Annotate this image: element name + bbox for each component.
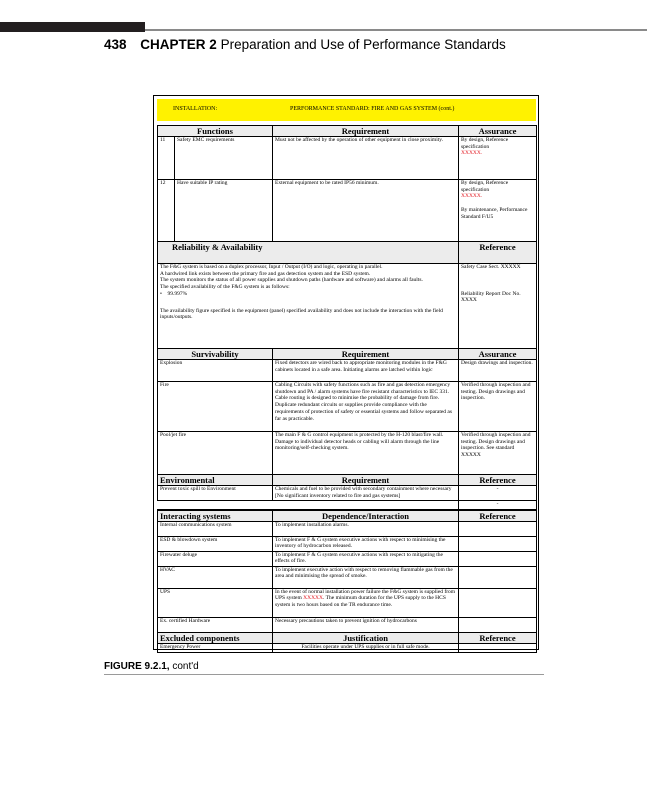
environmental-header: Environmental <box>158 475 273 486</box>
excluded-header-row <box>158 632 537 643</box>
figure-frame <box>153 95 539 650</box>
hazard-cell: Fire <box>158 382 273 432</box>
functions-header-row <box>158 126 537 137</box>
system-cell: UPS <box>158 588 273 617</box>
table-row <box>158 617 537 632</box>
reliability-header-row <box>158 242 537 264</box>
table-row <box>158 180 537 242</box>
reference-cell: - <box>459 501 537 510</box>
safety-case-ref: Safety Case Sect. XXXXX <box>461 264 521 270</box>
table-row <box>158 360 537 382</box>
interacting-header: Interacting systems <box>158 510 273 522</box>
reference-header: Reference <box>459 475 537 486</box>
banner-standard: PERFORMANCE STANDARD: FIRE AND GAS SYSTEM (cont.) <box>290 106 455 112</box>
reliability-reference <box>459 264 537 349</box>
chapter-title: Preparation and Use of Performance Standards <box>220 37 506 52</box>
reference-cell <box>459 566 537 588</box>
table-row <box>158 382 537 432</box>
requirement-header: Requirement <box>273 126 459 137</box>
assurance-header: Assurance <box>459 349 537 360</box>
reference-header: Reference <box>459 242 537 264</box>
reliability-header: Reliability & Availability <box>158 242 459 264</box>
spacer-row <box>158 501 537 510</box>
table-row <box>158 432 537 475</box>
row-number: 12 <box>158 180 175 242</box>
interaction-cell: To implement F & G system executive actions with respect to minimising the inventory of hydrocarbon released. <box>273 536 459 551</box>
requirement-cell: Chemicals and fuel to be provided with secondary containment where necessary [No significant inventory related to fire and gas systems] <box>273 486 459 501</box>
row-number: 11 <box>158 137 175 180</box>
survivability-header: Survivability <box>158 349 273 360</box>
running-header <box>104 37 506 52</box>
justification-cell: Facilities operate under UPS supplies or in full safe mode. <box>273 643 459 652</box>
function-cell: Safety EMC requirements <box>175 137 273 180</box>
requirement-cell: External equipment to be rated IP56 minimum. <box>273 180 459 242</box>
system-cell: Firewater deluge <box>158 551 273 566</box>
reference-cell <box>459 617 537 632</box>
requirement-header: Requirement <box>273 349 459 360</box>
availability-value: 99.997% <box>167 290 188 297</box>
banner <box>157 99 536 121</box>
system-cell: HVAC <box>158 566 273 588</box>
caption-label: FIGURE 9.2.1, <box>104 661 170 672</box>
assurance-code: XXXXX. <box>461 150 483 157</box>
reliability-report-ref: Reliability Report Doc No. XXXX <box>461 290 521 304</box>
reliability-text <box>158 264 459 349</box>
table-row <box>158 137 537 180</box>
dependence-header: Dependence/Interaction <box>273 510 459 522</box>
table-row <box>158 588 537 617</box>
assurance-cell: Design drawings and inspection. <box>459 360 537 382</box>
requirement-cell: Must not be affected by the operation of other equipment in close proximity. <box>273 137 459 180</box>
assurance-header: Assurance <box>459 126 537 137</box>
interaction-cell <box>273 588 459 617</box>
requirement-cell: Cabling Circuits with safety functions such as fire and gas detection emergency shutdown and PA / alarm systems have fire resistant characteristics to IEC 331. Cable routing is designed to minimise the probability of damage from fire. Duplicate redundant circuits or supplies provide compliance with the requirements of protection of safety or essential systems and follow separated as far as practicable. <box>273 382 459 432</box>
table-row <box>158 486 537 501</box>
interaction-cell: To implement installation alarms. <box>273 521 459 536</box>
reference-header: Reference <box>459 632 537 643</box>
banner-installation: INSTALLATION: <box>173 106 218 112</box>
hazard-cell: Explosion <box>158 360 273 382</box>
assurance-extra: By maintenance, Performance Standard F/U5 <box>461 206 528 220</box>
reference-cell: - <box>459 486 537 501</box>
caption-suffix: cont'd <box>172 661 199 672</box>
function-cell: Have suitable IP rating <box>175 180 273 242</box>
system-cell: ESD & blowdown system <box>158 536 273 551</box>
figure-caption <box>104 661 199 672</box>
assurance-cell <box>459 137 537 180</box>
assurance-text: By design, Reference specification <box>461 137 509 150</box>
ups-text: In the event of normal installation power failure the F&G system is supplied from UPS system <box>275 588 456 602</box>
system-cell: Internal communications system <box>158 521 273 536</box>
assurance-cell <box>459 180 537 242</box>
interaction-cell: To implement executive action with respect to removing flammable gas from the area and minimising the spread of smoke. <box>273 566 459 588</box>
reliability-line: The specified availability of the F&G system is as follows: <box>160 284 290 291</box>
reliability-note: The availability figure specified is the equipment (panel) specified availability and does not include the interaction with the field inputs/outputs. <box>160 307 443 321</box>
hazard-cell: Pool/jet fire <box>158 432 273 475</box>
requirement-cell: The main F & G control equipment is protected by the H-120 blast/fire wall. Damage to individual detector heads or cabling will alarm through the line monitoring/self-checking system. <box>273 432 459 475</box>
ups-code: XXXXX <box>303 595 323 602</box>
assurance-cell: Verified through inspection and testing. Design drawings and inspection. See standard XXXXX <box>459 432 537 475</box>
interaction-cell: Necessary precautions taken to prevent ignition of hydrocarbons <box>273 617 459 632</box>
header-bar <box>0 22 145 32</box>
interaction-cell: To implement F & G system executive actions with respect to mitigating the effects of fire. <box>273 551 459 566</box>
reliability-line: The F&G system is based on a duplex processor, Input / Output (I/O) and logic, operating in parallel. <box>160 264 383 270</box>
availability-bullet: • 99.997% <box>160 290 188 297</box>
table-row <box>158 551 537 566</box>
caption-rule <box>104 674 544 675</box>
reference-cell <box>459 588 537 617</box>
assurance-text: By design, Reference specification <box>461 180 509 193</box>
justification-header: Justification <box>273 632 459 643</box>
reference-cell <box>459 536 537 551</box>
reliability-line: A hardwired link exists between the primary fire and gas detection system and the ESD system. <box>160 270 371 277</box>
component-cell: Emergency Power <box>158 643 273 652</box>
reliability-line: The system monitors the status of all power supplies and shutdown paths (hardware and software) and alarms all faults. <box>160 277 423 284</box>
table-row <box>158 521 537 536</box>
functions-header: Functions <box>158 126 273 137</box>
header-rule <box>145 29 647 31</box>
requirement-cell: Fixed detectors are wired back to appropriate monitoring modules in the F&G cabinets located in a safe area. Initiating alarms are latched within logic <box>273 360 459 382</box>
chapter-label: CHAPTER 2 <box>140 37 217 52</box>
table-row <box>158 643 537 652</box>
reliability-row <box>158 264 537 349</box>
table-row <box>158 566 537 588</box>
survivability-header-row <box>158 349 537 360</box>
reference-header: Reference <box>459 510 537 522</box>
ups-text-end: . The minimum duration for the UPS supply to the HCS system is two hours based on the TR endurance time. <box>275 595 446 608</box>
page-number: 438 <box>104 37 127 52</box>
assurance-cell: Verified through inspection and testing. Design drawings and inspection. <box>459 382 537 432</box>
assurance-code: XXXXX. <box>461 193 483 200</box>
standard-table <box>157 125 537 653</box>
environmental-header-row <box>158 475 537 486</box>
interacting-header-row <box>158 510 537 522</box>
environmental-item: Prevent toxic spill to Environment <box>158 486 273 501</box>
table-row <box>158 536 537 551</box>
excluded-header: Excluded components <box>158 632 273 643</box>
reference-cell <box>459 643 537 652</box>
system-cell: Ex. certified Hardware <box>158 617 273 632</box>
requirement-header: Requirement <box>273 475 459 486</box>
reference-cell <box>459 521 537 536</box>
reference-cell <box>459 551 537 566</box>
